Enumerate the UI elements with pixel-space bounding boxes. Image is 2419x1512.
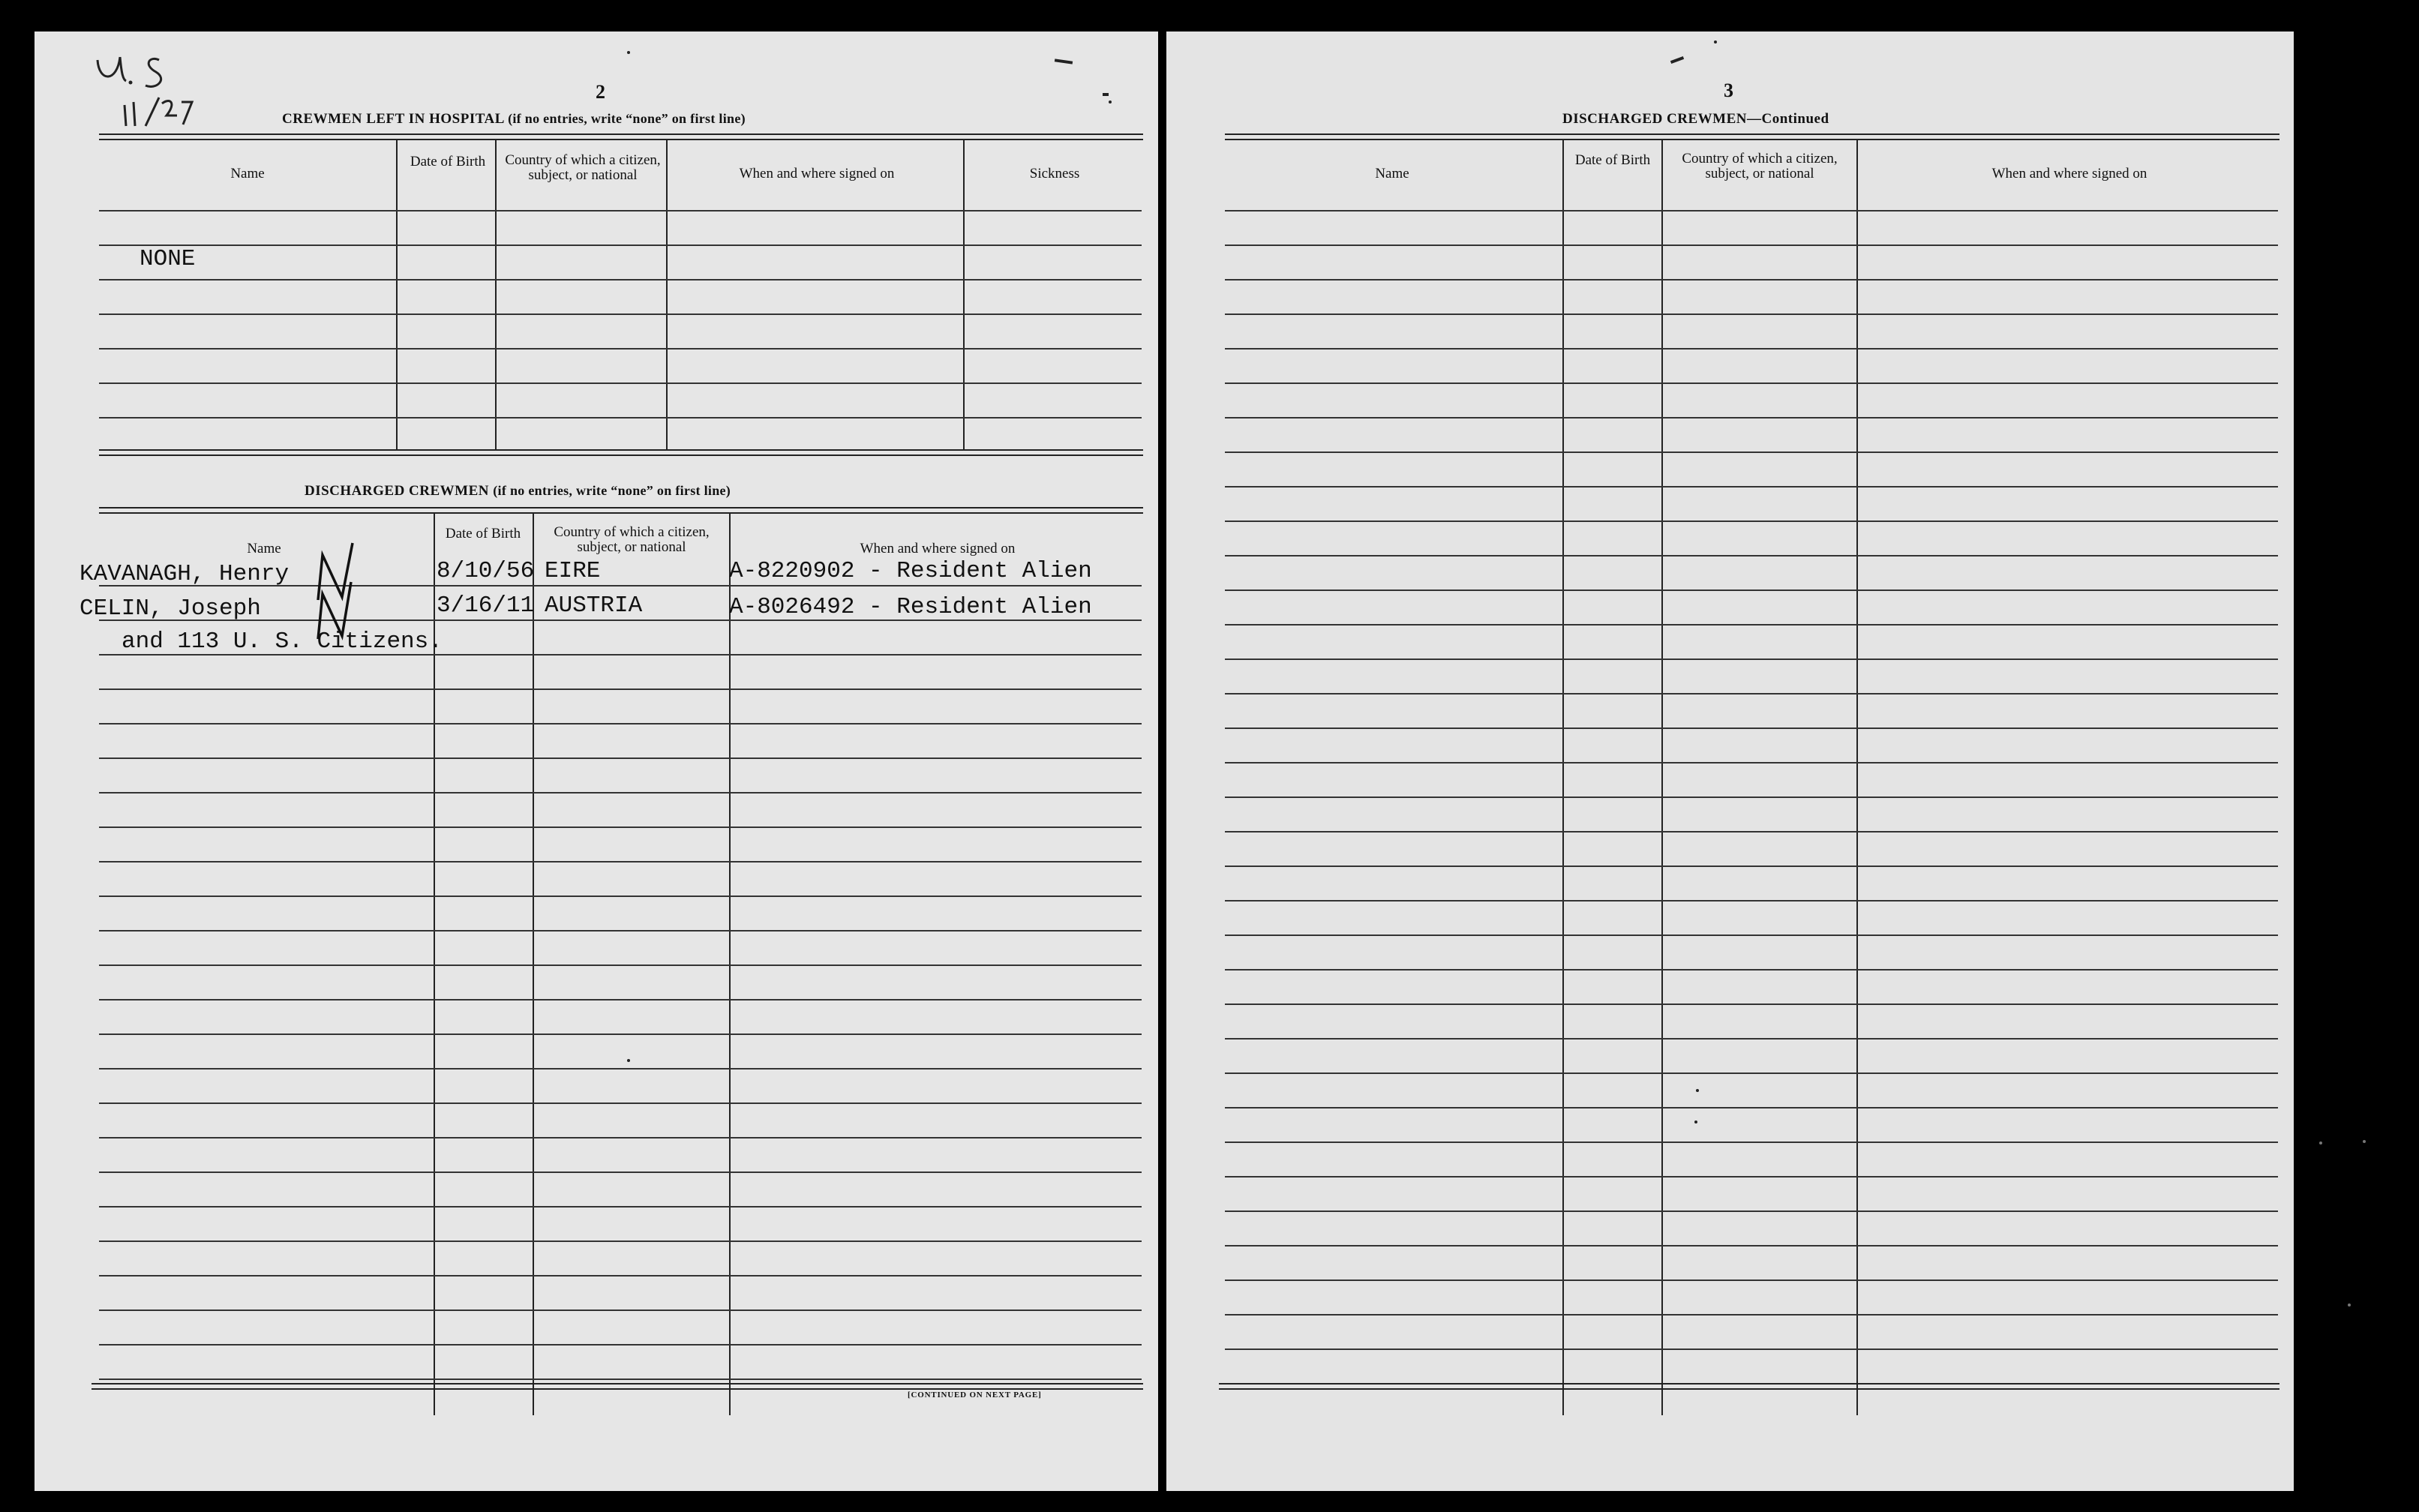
ruled-line bbox=[1225, 693, 2278, 694]
right-col-name: Name bbox=[1375, 166, 1409, 182]
ruled-line bbox=[1225, 1038, 2278, 1040]
ruled-line bbox=[1225, 624, 2278, 626]
discharged-col-signed-on: When and where signed on bbox=[860, 541, 1016, 556]
ruled-line bbox=[99, 1102, 1142, 1104]
ruled-line bbox=[1225, 1245, 2278, 1246]
ruled-line bbox=[99, 1068, 1142, 1070]
ruled-line bbox=[99, 896, 1142, 897]
ruled-line bbox=[1225, 382, 2278, 384]
ruled-line bbox=[1225, 831, 2278, 832]
discharged-row1-dob: 8/10/56 bbox=[437, 558, 535, 584]
ruled-line bbox=[1225, 1107, 2278, 1108]
right-col-country: Country of which a citizen, subject, or national bbox=[1682, 151, 1838, 182]
discharged-row1-country: EIRE bbox=[545, 558, 601, 584]
ruled-line bbox=[1225, 348, 2278, 350]
ruled-line bbox=[1225, 728, 2278, 729]
ruled-line bbox=[99, 930, 1142, 932]
ruled-line bbox=[1225, 1004, 2278, 1005]
ruled-line bbox=[1225, 866, 2278, 867]
ruled-line bbox=[1225, 279, 2278, 280]
ruled-line bbox=[99, 1310, 1142, 1311]
discharged-col-name: Name bbox=[247, 541, 281, 556]
hospital-col-dob: Date of Birth bbox=[410, 154, 486, 170]
ruled-line bbox=[1225, 1176, 2278, 1178]
discharged-row1-name: KAVANAGH, Henry bbox=[80, 561, 290, 587]
ruled-line bbox=[99, 1137, 1142, 1138]
discharged-instruction: (if no entries, write “none” on first line) bbox=[493, 483, 731, 498]
discharged-row2-dob: 3/16/11 bbox=[437, 592, 535, 619]
hospital-col-name: Name bbox=[230, 166, 265, 182]
ruled-line bbox=[1225, 244, 2278, 246]
ruled-line bbox=[1225, 452, 2278, 453]
ruled-line bbox=[99, 1344, 1142, 1346]
discharged-col-dob: Date of Birth bbox=[445, 526, 521, 542]
ruled-line bbox=[99, 1172, 1142, 1173]
discharged-row2-name: CELIN, Joseph bbox=[80, 596, 261, 622]
discharged-col-country: Country of which a citizen, subject, or national bbox=[554, 524, 710, 555]
ruled-line bbox=[1225, 1210, 2278, 1212]
hospital-row-name: NONE bbox=[140, 246, 196, 272]
hospital-instruction: (if no entries, write “none” on first line) bbox=[508, 111, 746, 126]
ruled-line bbox=[1225, 1072, 2278, 1074]
ruled-line bbox=[99, 1378, 1142, 1380]
page-number: 3 bbox=[1724, 80, 1733, 101]
hospital-title-text: CREWMEN LEFT IN HOSPITAL bbox=[282, 111, 504, 127]
right-col-dob: Date of Birth bbox=[1574, 152, 1651, 168]
discharged-row3-name: and 113 U. S. Citizens. bbox=[122, 628, 443, 655]
page-number: 2 bbox=[596, 81, 605, 103]
ruled-line bbox=[99, 1034, 1142, 1035]
ruled-line bbox=[1225, 1314, 2278, 1316]
ruled-line bbox=[1225, 486, 2278, 488]
ruled-line bbox=[1225, 417, 2278, 418]
hospital-col-signed-on: When and where signed on bbox=[739, 166, 895, 182]
hospital-col-country: Country of which a citizen, subject, or national bbox=[505, 152, 661, 183]
ruled-line bbox=[1225, 934, 2278, 936]
handwritten-note-mark bbox=[87, 38, 252, 135]
handwritten-n-mark bbox=[311, 578, 363, 645]
ruled-line bbox=[1225, 762, 2278, 764]
ruled-line bbox=[1225, 590, 2278, 591]
ruled-line bbox=[99, 1206, 1142, 1208]
ruled-line bbox=[1225, 210, 2278, 212]
discharged-row1-signed-on: A-8220902 - Resident Alien bbox=[729, 558, 1092, 584]
ruled-line bbox=[1225, 555, 2278, 556]
right-col-signed-on: When and where signed on bbox=[1991, 166, 2147, 182]
right-page bbox=[1166, 32, 2294, 1491]
ruled-line bbox=[1225, 1280, 2278, 1281]
ruled-line bbox=[1225, 658, 2278, 660]
hospital-section-title bbox=[282, 111, 746, 128]
ruled-line bbox=[1225, 520, 2278, 522]
ruled-line bbox=[1225, 1348, 2278, 1350]
ruled-line bbox=[1225, 969, 2278, 970]
ruled-line bbox=[1225, 314, 2278, 315]
ruled-line bbox=[99, 723, 1142, 724]
ruled-line bbox=[99, 964, 1142, 966]
ruled-line bbox=[99, 999, 1142, 1000]
left-page bbox=[35, 32, 1158, 1491]
discharged-row2-country: AUSTRIA bbox=[545, 592, 643, 619]
ruled-line bbox=[99, 826, 1142, 828]
discharged-row2-signed-on: A-8026492 - Resident Alien bbox=[729, 594, 1092, 620]
ruled-line bbox=[1225, 900, 2278, 902]
ruled-line bbox=[99, 1240, 1142, 1242]
hospital-col-sickness: Sickness bbox=[1029, 166, 1080, 182]
discharged-section-title bbox=[305, 483, 731, 500]
discharged-title-text: DISCHARGED CREWMEN bbox=[305, 483, 489, 499]
ruled-line bbox=[99, 688, 1142, 690]
continued-footer: [CONTINUED ON NEXT PAGE] bbox=[908, 1390, 1042, 1400]
ruled-line bbox=[99, 792, 1142, 794]
right-section-title: DISCHARGED CREWMEN—Continued bbox=[1562, 111, 1829, 127]
ruled-line bbox=[1225, 1142, 2278, 1143]
ruled-line bbox=[99, 861, 1142, 862]
ruled-line bbox=[99, 758, 1142, 759]
ruled-line bbox=[99, 1275, 1142, 1276]
ruled-line bbox=[1225, 796, 2278, 798]
